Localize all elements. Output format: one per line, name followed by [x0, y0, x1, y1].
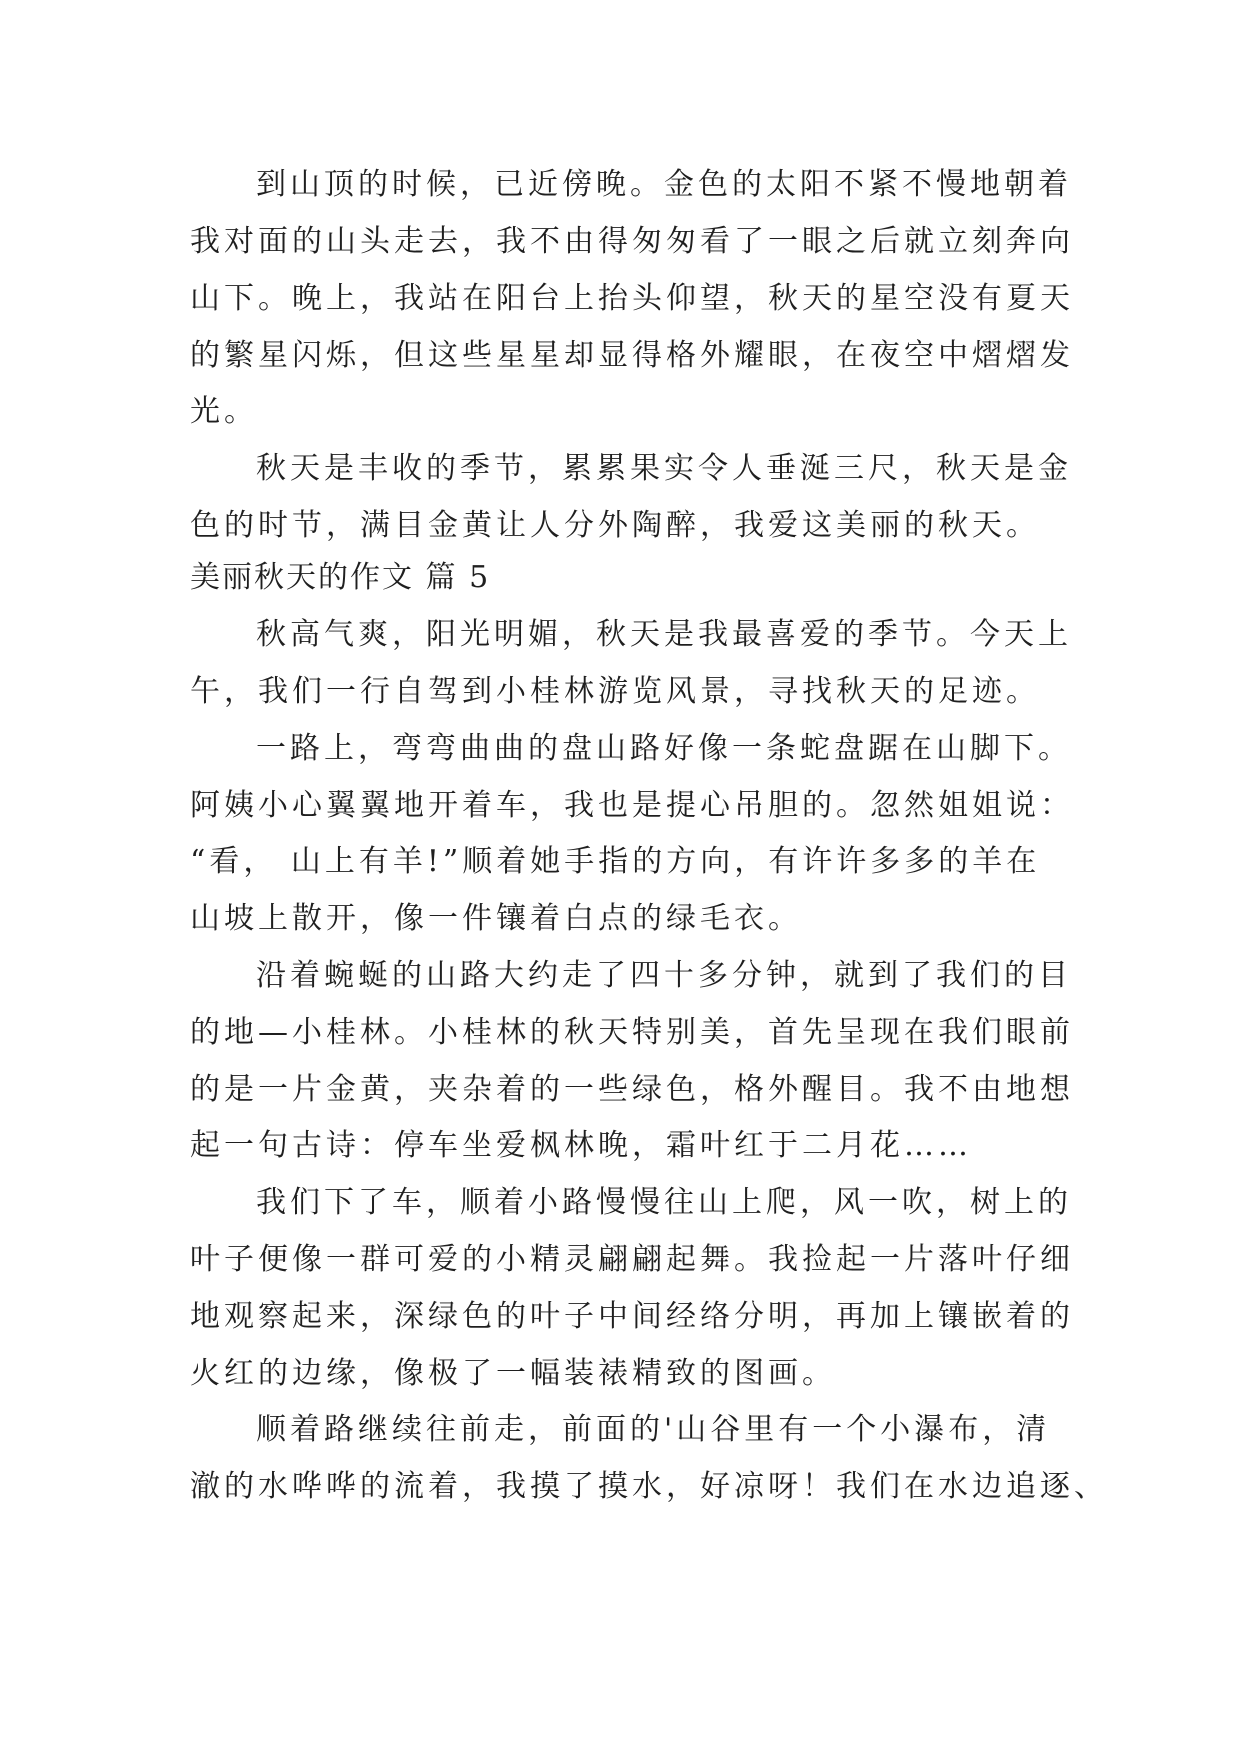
text-line: 到山顶的时候，已近傍晚。金色的太阳不紧不慢地朝着	[256, 167, 1072, 202]
text-line: 光。	[190, 394, 258, 429]
text-line: 秋天是丰收的季节，累累果实令人垂涎三尺，秋天是金	[256, 451, 1072, 486]
text-line: 火红的边缘，像极了一幅装裱精致的图画。	[190, 1356, 836, 1391]
text-line: 叶子便像一群可爱的小精灵翩翩起舞。我捡起一片落叶仔细	[190, 1242, 1074, 1277]
text-line: 的是一片金黄，夹杂着的一些绿色，格外醒目。我不由地想	[190, 1072, 1074, 1107]
text-line: 秋高气爽，阳光明媚，秋天是我最喜爱的季节。今天上	[256, 617, 1072, 652]
text-line: 我对面的山头走去，我不由得匆匆看了一眼之后就立刻奔向	[190, 224, 1074, 259]
text-line: 山下。晚上，我站在阳台上抬头仰望，秋天的星空没有夏天	[190, 281, 1074, 316]
text-line: 午，我们一行自驾到小桂林游览风景，寻找秋天的足迹。	[190, 674, 1040, 709]
text-line: 我们下了车，顺着小路慢慢往山上爬，风一吹，树上的	[256, 1185, 1072, 1220]
text-line: 顺着路继续往前走，前面的'山谷里有一个小瀑布，清	[256, 1412, 1051, 1447]
text-line: 山坡上散开，像一件镶着白点的绿毛衣。	[190, 901, 802, 936]
text-line: 的繁星闪烁，但这些星星却显得格外耀眼，在夜空中熠熠发	[190, 338, 1074, 373]
text-line: 澈的水哗哗的流着，我摸了摸水，好凉呀！我们在水边追逐、	[190, 1469, 1108, 1504]
text-line: 沿着蜿蜒的山路大约走了四十多分钟，就到了我们的目	[256, 958, 1072, 993]
text-line: 起一句古诗：停车坐爱枫林晚，霜叶红于二月花……	[190, 1128, 972, 1163]
text-line: 地观察起来，深绿色的叶子中间经络分明，再加上镶嵌着的	[190, 1299, 1074, 1334]
text-line: 色的时节，满目金黄让人分外陶醉，我爱这美丽的秋天。	[190, 508, 1040, 543]
text-line: 的地—小桂林。小桂林的秋天特别美，首先呈现在我们眼前	[190, 1015, 1074, 1050]
section-heading: 美丽秋天的作文 篇 5	[190, 560, 491, 595]
text-line: 阿姨小心翼翼地开着车，我也是提心吊胆的。忽然姐姐说：	[190, 788, 1074, 823]
text-line: 一路上，弯弯曲曲的盘山路好像一条蛇盘踞在山脚下。	[256, 731, 1072, 766]
text-line: “看， 山上有羊!”顺着她手指的方向，有许许多多的羊在	[190, 844, 1041, 879]
